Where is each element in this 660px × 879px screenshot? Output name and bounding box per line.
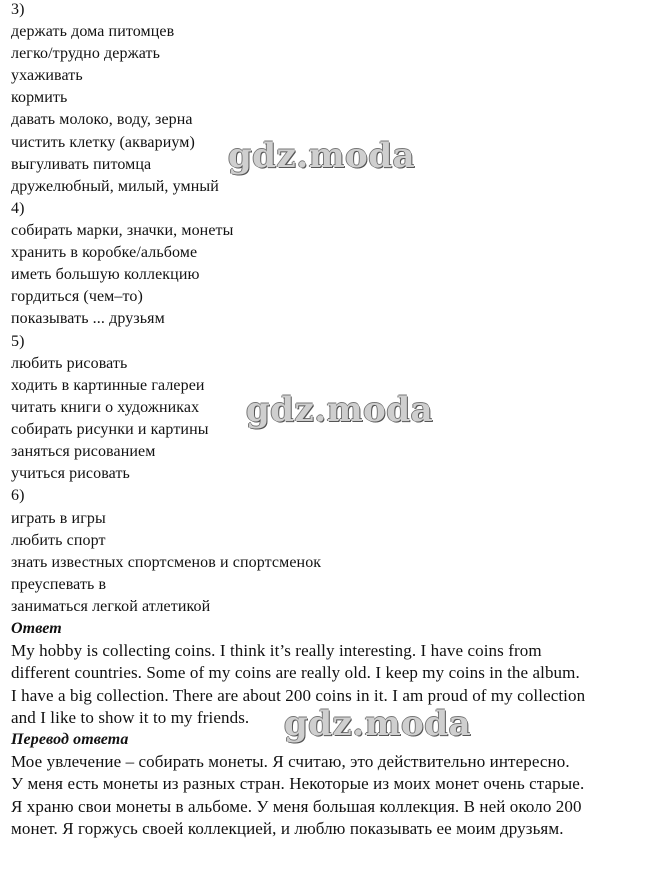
list-item: иметь большую коллекцию [11, 266, 200, 283]
list-item: давать молоко, воду, зерна [11, 111, 193, 128]
list-item: легко/трудно держать [11, 45, 160, 62]
list-item: любить спорт [11, 532, 106, 549]
list-item: ухаживать [11, 67, 83, 84]
list-item: собирать рисунки и картины [11, 421, 209, 438]
watermark-logo: gdz.moda [246, 390, 434, 430]
list-item: чистить клетку (аквариум) [11, 134, 195, 151]
translation-text-line: Я храню свои монеты в альбоме. У меня большая коллекция. В ней около 200 [11, 797, 582, 816]
list-item: ходить в картинные галереи [11, 377, 205, 394]
list-item: держать дома питомцев [11, 23, 175, 40]
list-item: преуспевать в [11, 576, 107, 593]
list-item: читать книги о художниках [11, 399, 200, 416]
answer-text-line: I have a big collection. There are about 200 coins in it. I am proud of my collection [11, 686, 586, 705]
answer-heading: Ответ [11, 620, 62, 637]
list-item: заниматься легкой атлетикой [11, 598, 211, 615]
list-item: дружелюбный, милый, умный [11, 178, 219, 195]
translation-text-line: У меня есть монеты из разных стран. Некоторые из моих монет очень старые. [11, 774, 585, 793]
list-item: играть в игры [11, 510, 106, 527]
answer-text-line: My hobby is collecting coins. I think it’s really interesting. I have coins from [11, 641, 542, 660]
translation-text-line: Мое увлечение – собирать монеты. Я считаю, это действительно интересно. [11, 752, 570, 771]
list-item: хранить в коробке/альбоме [11, 244, 198, 261]
list-item: собирать марки, значки, монеты [11, 222, 234, 239]
translation-text-line: монет. Я горжусь своей коллекцией, и люблю показывать ее моим друзьям. [11, 819, 564, 838]
list-item: выгуливать питомца [11, 156, 152, 173]
watermark-logo: gdz.moda [284, 704, 472, 744]
list-item: учиться рисовать [11, 465, 130, 482]
watermark-logo: gdz.moda [228, 136, 416, 176]
list-item: кормить [11, 89, 68, 106]
section-number-6: 6) [11, 487, 25, 504]
section-number-3: 3) [11, 1, 25, 18]
section-number-5: 5) [11, 333, 25, 350]
list-item: показывать ... друзьям [11, 310, 165, 327]
list-item: заняться рисованием [11, 443, 156, 460]
translation-heading: Перевод ответа [11, 731, 129, 748]
list-item: знать известных спортсменов и спортсменок [11, 554, 322, 571]
answer-text-line: and I like to show it to my friends. [11, 708, 250, 727]
list-item: гордиться (чем–то) [11, 288, 143, 305]
answer-text-line: different countries. Some of my coins are really old. I keep my coins in the album. [11, 663, 580, 682]
list-item: любить рисовать [11, 355, 128, 372]
section-number-4: 4) [11, 200, 25, 217]
